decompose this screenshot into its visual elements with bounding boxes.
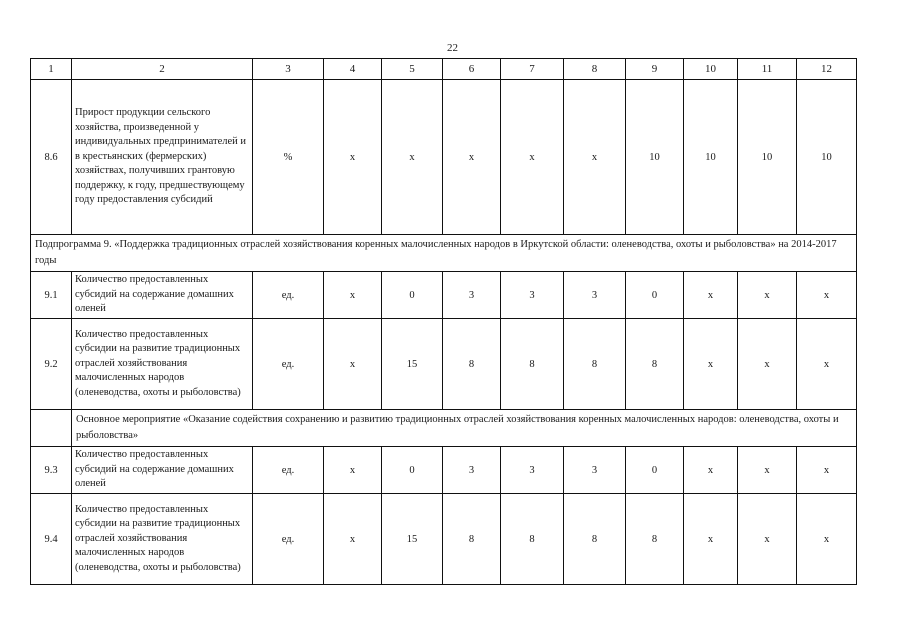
main-activity-spacer (31, 410, 72, 447)
value-cell: 8 (626, 319, 684, 410)
value-cell: x (684, 494, 738, 585)
value-cell: x (684, 272, 738, 319)
row-code: 9.4 (31, 494, 72, 585)
value-cell: x (738, 319, 797, 410)
value-cell: 15 (382, 319, 443, 410)
value-cell: x (324, 80, 382, 235)
page-number: 22 (447, 42, 458, 54)
value-cell: 3 (443, 447, 501, 494)
table-row-8-6 (31, 80, 857, 235)
value-cell: x (324, 319, 382, 410)
table-header-row (31, 59, 857, 80)
column-header-8: 8 (564, 59, 626, 80)
table-row-9-2 (31, 319, 857, 410)
row-description: Количество предоставленных субсидий на содержание домашних оленей (72, 447, 253, 494)
value-cell: 0 (382, 272, 443, 319)
table-row-9-1 (31, 272, 857, 319)
column-header-7: 7 (501, 59, 564, 80)
subprogram-9-row (31, 235, 857, 272)
column-header-2: 2 (72, 59, 253, 80)
value-cell: 10 (626, 80, 684, 235)
value-cell: 8 (443, 319, 501, 410)
value-cell: 8 (564, 494, 626, 585)
value-cell: 0 (626, 447, 684, 494)
value-cell: x (738, 272, 797, 319)
value-cell: 15 (382, 494, 443, 585)
value-cell: x (684, 447, 738, 494)
value-cell: 10 (738, 80, 797, 235)
value-cell: 8 (501, 319, 564, 410)
row-description: Прирост продукции сельского хозяйства, произведенной у индивидуальных предпринимателей и в крестьянских (фермерских) хозяйствах, получивших грантовую поддержку, к году, предшествующему году предоставления субсидий (72, 80, 253, 235)
value-cell: 3 (501, 447, 564, 494)
value-cell: x (324, 272, 382, 319)
value-cell: 8 (443, 494, 501, 585)
table-row-9-3 (31, 447, 857, 494)
main-activity-row (31, 410, 857, 447)
value-cell: 3 (564, 272, 626, 319)
column-header-6: 6 (443, 59, 501, 80)
value-cell: 3 (501, 272, 564, 319)
row-unit: ед. (253, 319, 324, 410)
column-header-1: 1 (31, 59, 72, 80)
value-cell: 0 (626, 272, 684, 319)
value-cell: x (501, 80, 564, 235)
value-cell: x (797, 319, 857, 410)
row-unit: ед. (253, 447, 324, 494)
subprogram-9-title: Подпрограмма 9. «Поддержка традиционных отраслей хозяйствования коренных малочисленных народов в Иркутской области: оленеводства, охоты и рыболовства» на 2014-2017 годы (31, 235, 857, 272)
value-cell: 3 (443, 272, 501, 319)
row-unit: % (253, 80, 324, 235)
value-cell: x (738, 447, 797, 494)
column-header-5: 5 (382, 59, 443, 80)
indicator-table (30, 58, 857, 585)
value-cell: x (797, 272, 857, 319)
value-cell: 0 (382, 447, 443, 494)
column-header-9: 9 (626, 59, 684, 80)
value-cell: 10 (684, 80, 738, 235)
column-header-11: 11 (738, 59, 797, 80)
row-code: 9.2 (31, 319, 72, 410)
table-row-9-4 (31, 494, 857, 585)
row-unit: ед. (253, 494, 324, 585)
value-cell: x (564, 80, 626, 235)
row-code: 9.1 (31, 272, 72, 319)
row-description: Количество предоставленных субсидий на содержание домашних оленей (72, 272, 253, 319)
value-cell: 8 (626, 494, 684, 585)
value-cell: x (443, 80, 501, 235)
value-cell: x (324, 494, 382, 585)
main-activity-title: Основное мероприятие «Оказание содействия сохранению и развитию традиционных отраслей хозяйствования коренных малочисленных народов: оленеводства, охоты и рыболовства» (72, 410, 857, 447)
value-cell: 8 (501, 494, 564, 585)
value-cell: x (324, 447, 382, 494)
value-cell: x (797, 447, 857, 494)
row-unit: ед. (253, 272, 324, 319)
column-header-3: 3 (253, 59, 324, 80)
row-code: 9.3 (31, 447, 72, 494)
value-cell: x (382, 80, 443, 235)
row-code: 8.6 (31, 80, 72, 235)
value-cell: x (684, 319, 738, 410)
value-cell: x (738, 494, 797, 585)
value-cell: x (797, 494, 857, 585)
column-header-12: 12 (797, 59, 857, 80)
value-cell: 8 (564, 319, 626, 410)
column-header-4: 4 (324, 59, 382, 80)
value-cell: 3 (564, 447, 626, 494)
row-description: Количество предоставленных субсидии на развитие традиционных отраслей хозяйствования малочисленных народов (оленеводства, охоты и рыболовства) (72, 319, 253, 410)
row-description: Количество предоставленных субсидии на развитие традиционных отраслей хозяйствования малочисленных народов (оленеводства, охоты и рыболовства) (72, 494, 253, 585)
value-cell: 10 (797, 80, 857, 235)
column-header-10: 10 (684, 59, 738, 80)
